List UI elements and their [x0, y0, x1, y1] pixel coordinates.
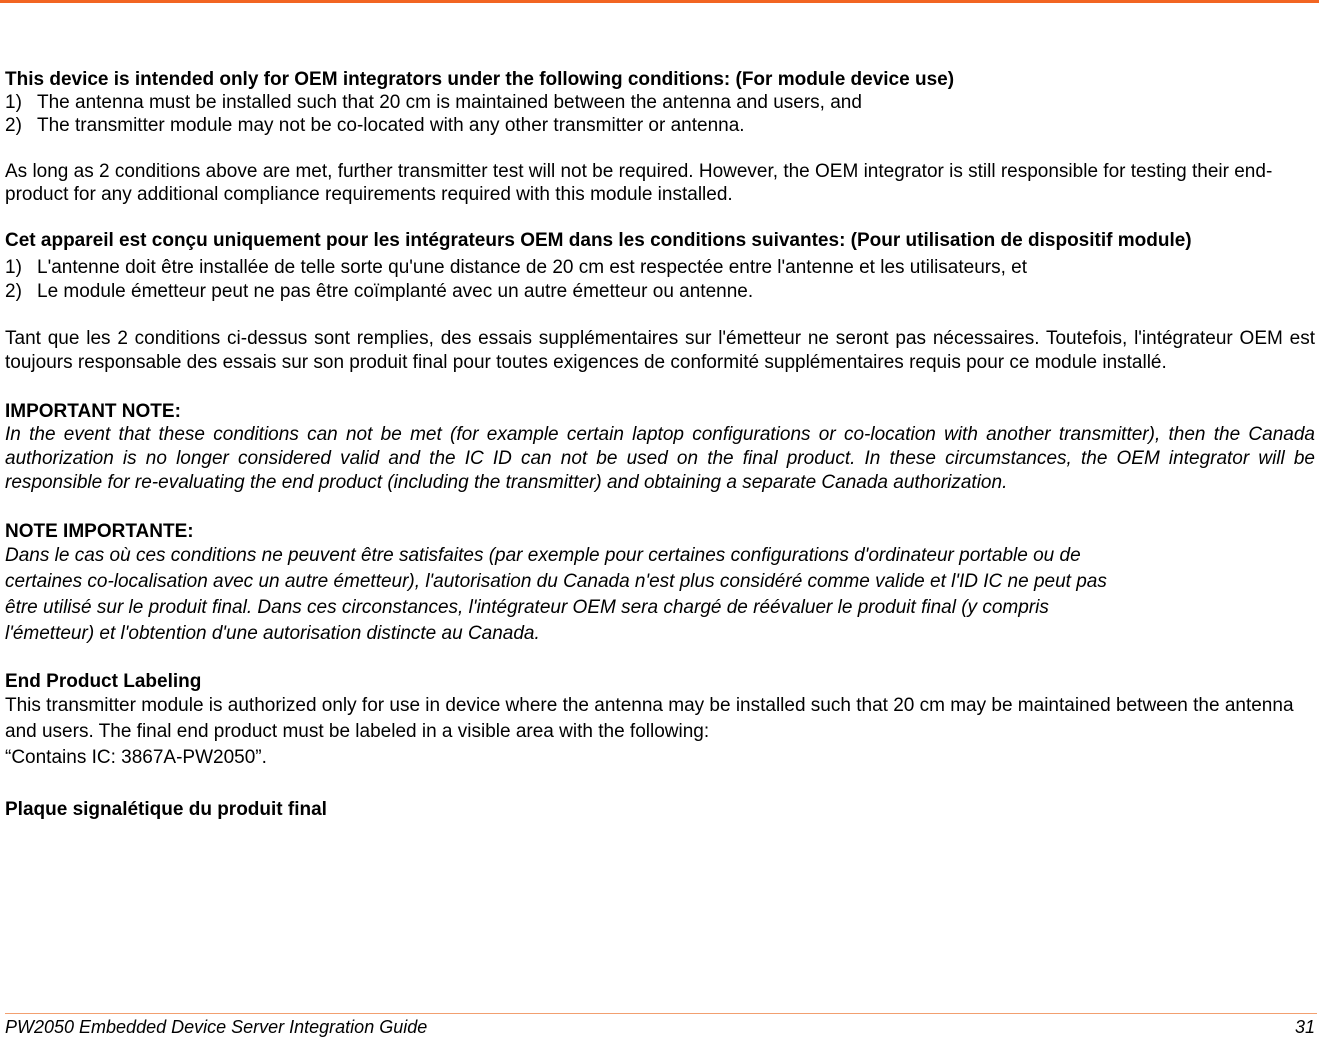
- header-rule: [0, 0, 1319, 3]
- important-note-heading: IMPORTANT NOTE:: [5, 401, 181, 422]
- oem-paragraph-fr: Tant que les 2 conditions ci-dessus sont remplies, des essais supplémentaires sur l'émetteur ne seront pas nécessaires. Toutefois, l'intégrateur OEM est toujours responsable des essais sur son produit final pour toutes exigences de conformité supplémentaires requis pour ce module installé.: [5, 328, 1315, 373]
- list-number: 2): [5, 281, 22, 302]
- end-product-labeling-heading: End Product Labeling: [5, 671, 202, 692]
- list-number: 1): [5, 257, 22, 278]
- plaque-heading: Plaque signalétique du produit final: [5, 799, 327, 820]
- list-text: L'antenne doit être installée de telle sorte qu'une distance de 20 cm est respectée entre l'antenne et les utilisateurs, et: [37, 257, 1028, 278]
- page-footer: [5, 1017, 1315, 1038]
- note-importante-line: certaines co-localisation avec un autre émetteur), l'autorisation du Canada n'est plus considéré comme valide et l'ID IC ne peut pas: [5, 571, 1107, 592]
- list-number: 1): [5, 92, 22, 113]
- list-text: Le module émetteur peut ne pas être coïmplanté avec un autre émetteur ou antenne.: [37, 281, 754, 302]
- list-item: [5, 280, 1315, 304]
- oem-conditions-list-fr: [5, 256, 1315, 304]
- page-number: 31: [1294, 1017, 1315, 1037]
- note-importante-line: être utilisé sur le produit final. Dans ces circonstances, l'intégrateur OEM sera chargé de réévaluer le produit final (y compris: [5, 597, 1049, 618]
- oem-conditions-list-en: [5, 91, 1315, 137]
- footer-rule: [5, 1013, 1317, 1014]
- note-importante-line: Dans le cas où ces conditions ne peuvent être satisfaites (par exemple pour certaines configurations d'ordinateur portable ou de: [5, 545, 1081, 566]
- note-importante-line: l'émetteur) et l'obtention d'une autorisation distincte au Canada.: [5, 623, 540, 644]
- list-text: The transmitter module may not be co-located with any other transmitter or antenna.: [37, 115, 745, 136]
- list-item: [5, 91, 1315, 114]
- oem-conditions-heading-en: This device is intended only for OEM integrators under the following conditions: (For module device use): [5, 69, 955, 90]
- list-number: 2): [5, 115, 22, 136]
- footer-title: PW2050 Embedded Device Server Integration Guide: [5, 1017, 428, 1037]
- note-importante-heading: NOTE IMPORTANTE:: [5, 521, 194, 542]
- oem-paragraph-en: As long as 2 conditions above are met, further transmitter test will not be required. However, the OEM integrator is still responsible for testing their end-product for any additional compliance requirements required with this module installed.: [5, 161, 1273, 205]
- important-note-text: In the event that these conditions can not be met (for example certain laptop configurations or co-location with another transmitter), then the Canada authorization is no longer considered valid and the IC ID can not be used on the final product. In these circumstances, the OEM integrator will be responsible for re-evaluating the end product (including the transmitter) and obtaining a separate Canada authorization.: [5, 424, 1315, 493]
- list-item: [5, 256, 1315, 280]
- list-text: The antenna must be installed such that 20 cm is maintained between the antenna and users, and: [37, 92, 862, 113]
- ic-label-text: “Contains IC: 3867A-PW2050”.: [5, 747, 267, 768]
- document-body: [5, 68, 1315, 821]
- end-product-labeling-text: This transmitter module is authorized only for use in device where the antenna may be installed such that 20 cm may be maintained between the antenna and users. The final end product must be labeled in a visible area with the following:: [5, 695, 1294, 742]
- list-item: [5, 114, 1315, 137]
- oem-conditions-heading-fr: Cet appareil est conçu uniquement pour les intégrateurs OEM dans les conditions suivantes: (Pour utilisation de dispositif module): [5, 230, 1192, 251]
- note-importante-text: [5, 543, 1315, 647]
